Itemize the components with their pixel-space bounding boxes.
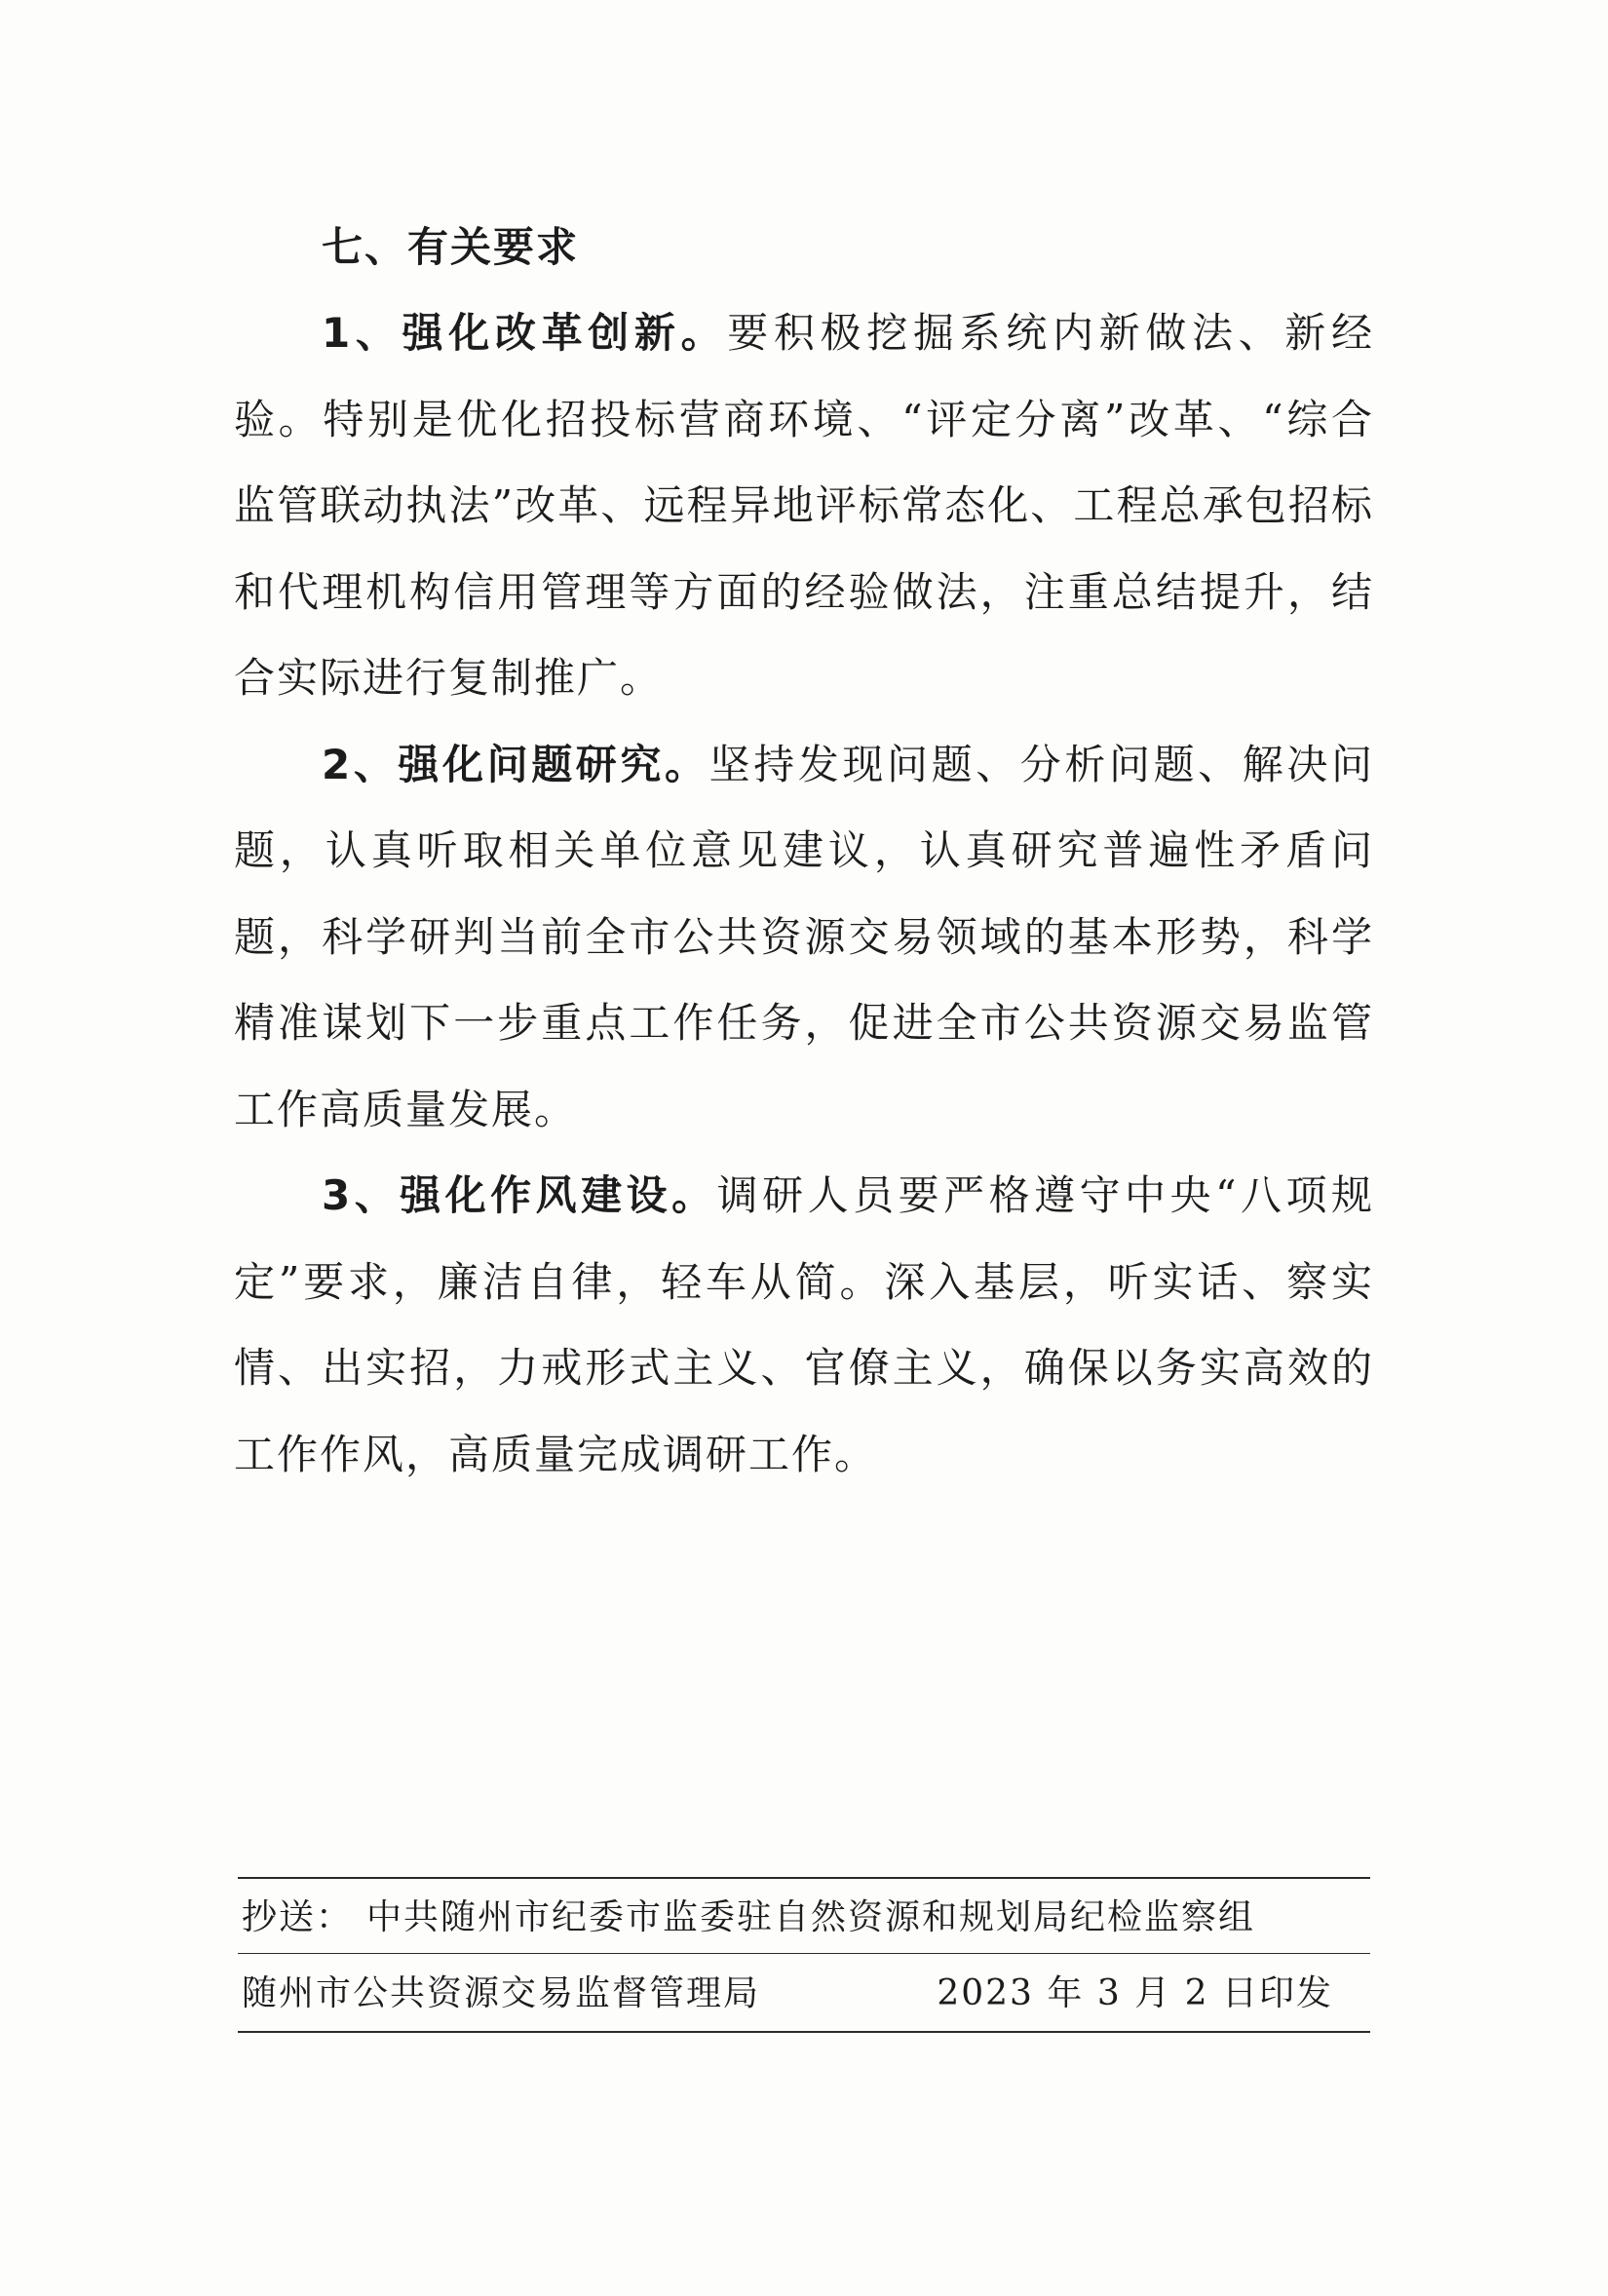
requirement-2-lead: 2、强化问题研究。 (322, 740, 709, 788)
requirement-paragraph-2 (234, 722, 1374, 1154)
issuer-line (242, 1971, 1353, 2017)
cc-recipient: 中共随州市纪委市监委驻自然资源和规划局纪检监察组 (366, 1897, 1256, 1937)
cc-line (242, 1894, 1353, 1941)
cc-label: 抄送： (242, 1897, 354, 1937)
requirement-1-text: 要积极挖掘系统内新做法、新经验。特别是优化招投标营商环境、“评定分离”改革、“综合监管联动执法”改革、远程异地评标常态化、工程总承包招标和代理机构信用管理等方面的经验做法，注重总结提升，结合实际进行复制推广。 (234, 309, 1374, 702)
document-body (234, 205, 1374, 1498)
requirement-paragraph-1 (234, 290, 1374, 722)
footer-bottom-rule (238, 2031, 1370, 2033)
issuing-authority: 随州市公共资源交易监督管理局 (242, 1973, 761, 2013)
requirement-3-text: 调研人员要严格遵守中央“八项规定”要求，廉洁自律，轻车从简。深入基层，听实话、察实情、出实招，力戒形式主义、官僚主义，确保以务实高效的工作作风，高质量完成调研工作。 (234, 1171, 1374, 1478)
footer-top-rule (238, 1877, 1370, 1879)
requirement-1-lead: 1、强化改革创新。 (322, 309, 728, 357)
footer-middle-rule (238, 1953, 1370, 1954)
requirement-3-lead: 3、强化作风建设。 (322, 1171, 717, 1219)
requirement-2-text: 坚持发现问题、分析问题、解决问题，认真听取相关单位意见建议，认真研究普遍性矛盾问题，科学研判当前全市公共资源交易领域的基本形势，科学精准谋划下一步重点工作任务，促进全市公共资源交易监管工作高质量发展。 (234, 740, 1374, 1133)
issue-date: 2023 年 3 月 2 日印发 (937, 1973, 1333, 2013)
requirement-paragraph-3 (234, 1153, 1374, 1498)
section-heading: 七、有关要求 (322, 223, 580, 271)
